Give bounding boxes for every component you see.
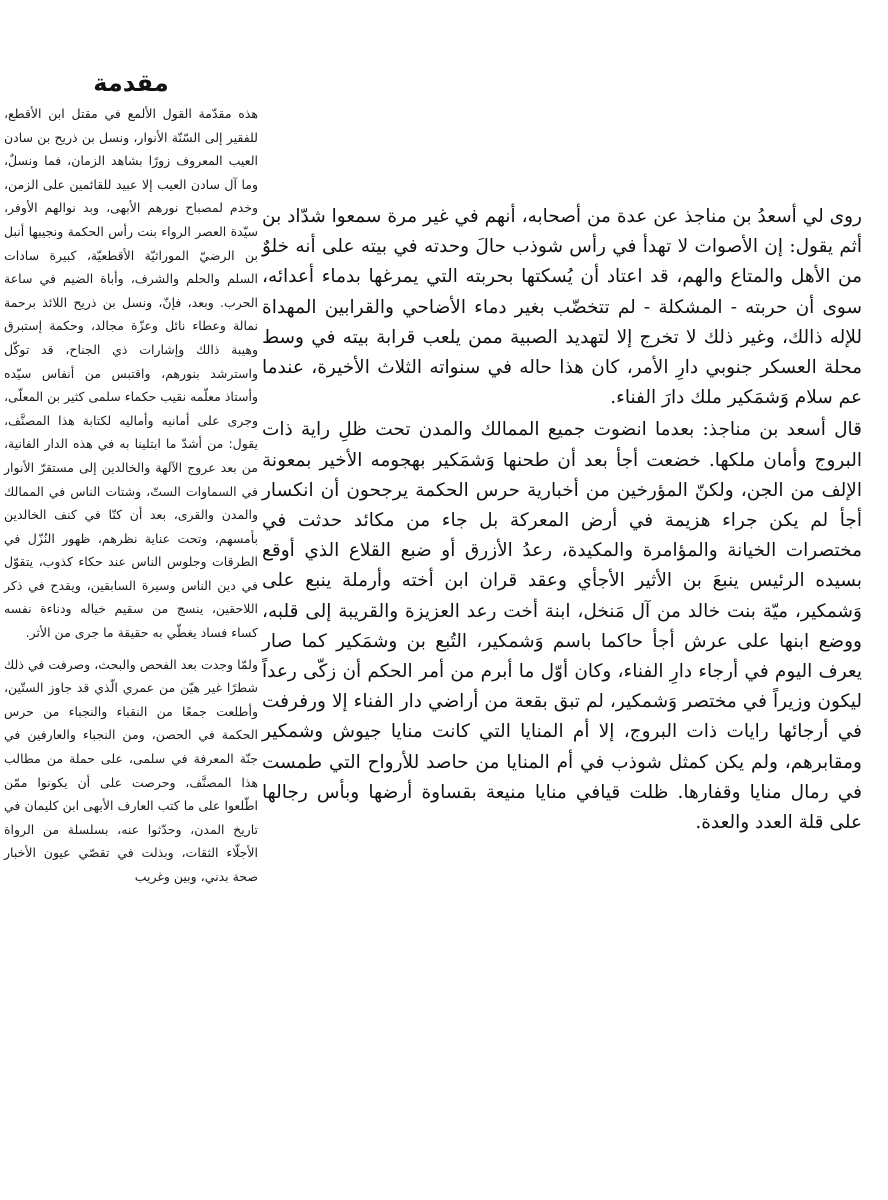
main-text-column	[262, 202, 862, 840]
introduction-sidebar	[4, 68, 258, 897]
introduction-paragraph: هذه مقدّمة القول الألمع في مقتل ابن الأقطع، للفقير إلى السّنّة الأنوار، ونسل بن ذريح بن سادن العيب المعروف زورًا بشاهد الزمان، فما ونسلٌ، وما آل سادن العيب إلا عبيد للقائمين على الزمن، وخدم لمصباح نورهم الأبهى، وبد نوالهم الأوفر، سيّدة العصر الرواء بنت رأس الحكمة ونجيبها أنبل بن الرضيّ الموراثيّة الأقطعيّة، كبيرة سادات السلم والحلم والشرف، وأباة الضيم في ساعة الحرب. وبعد، فإنّ، ونسل بن ذريح اللائذ برحمة نمالة وعطاء نائل وعزّة مجالد، وحكمة إستبرق وهيبة ذالك وإشارات ذي الجناح، قد توكّل واسترشد بنورهم، واقتبس من أنفاس سيّده وأستاذ معلّمه نقيب حكماء سلمى كثير بن المعلّى، وجرى على أمانيه وأماليه لكتابة هذا المصنَّف، يقول: من أشدّ ما ابتلينا به في هذه الدار الفانية، من بعد عروج الآلهة والخالدين إلى مستقرّ الأنوار في السماوات الستّ، وشتات الناس في الممالك والمدن والقرى، بعد أن كنّا في كنف الخالدين بأمسهم، وتحت عناية نظرهم، ظهور النُزّل في الطرقات وجلوس الناس عند حكاء كذوب، يتقوّل في دين الناس وسيرة السابقين، ويقدح في ذكر اللاحقين، ينسج من سقيم خياله ودناءة نفسه كساء فساد يغطّي به حقيقة ما جرى من الأثر.	[4, 106, 258, 641]
introduction-heading: مقدمة	[93, 69, 169, 97]
body-paragraph: روى لي أسعدُ بن مناجذ عن عدة من أصحابه، أنهم في غير مرة سمعوا شدّاد بن أثم يقول: إن الأصوات لا تهدأ في رأس شوذب حالَ وحدته في بيته على أنه خلوٌ من الأهل والمتاع والهم، قد اعتاد أن يُسكتها بحربته التي يمرغها بدماء أعدائه، سوى أن حربته - المشكلة - لم تتخضّب بغير دماء الأضاحي والقرابين المهداة للإله ذالك، وغير ذلك لا تخرج إلا لتهديد الصبية ممن يلعب قرابة بيته في وسط محلة العسكر جنوبي دارِ الأمر، كان هذا حاله في سنواته الثلاث الأخيرة، عندما عم سلام وَشمَكير ملك دارَ الفناء.	[262, 206, 862, 409]
body-paragraph: قال أسعد بن مناجذ: بعدما انضوت جميع الممالك والمدن تحت ظلِ راية ذات البروج وأمان ملكها. خضعت أجأ بعد أن طحنها وَشمَكير بهجومه الأخير بمعونة الإلف من الجن، ولكنّ المؤرخين من أخبارية حرس الحكمة يرجحون أن انكسار أجأ لم يكن جراء هزيمة في أرض المعركة بل جاء من مكائد حدثت في مختصرات الخيانة والمؤامرة والمكيدة، رعدُ الأزرق أو ضبع القلاع الذي أوقع بسيده الرئيس ينبعَ بن الأثير الأجأي وعقد قران ابن أخته وأرملة ينبع على وَشمكير، ميّة بنت خالد من آل مَنخل، ابنة أخت رعد العزيزة والقريبة إلى قلبه، ووضع ابنها على عرش أجأ حاكما باسم وَشمكير، التُبع بن وشمَكير كما صار يعرف اليوم في أرجاء دارِ الفناء، وكان أوّل ما أبرم من أمر الحكم أن زكّى رعداً ليكون وزيراً في مختصر وَشمكير، لم تبق بقعة من أراضي دار الفناء إلا ورفرفت في أرجائها رايات ذات البروج، إلا أم المنايا التي كانت منايا جيوش وشمكير ومقابرهم، ولم يكن كمثل شوذب في أم المنايا من حاصد للأرواح التي طمست في رمال منايا وقفارها. ظلت قيافي منايا منيعة بقساوة أرضها وبأس رجالها على قلة العدد والعدة.	[262, 419, 862, 834]
introduction-paragraph: ولمّا وجدت بعد الفحص والبحث، وصرفت في ذلك شطرًا غير هيّن من عمري الّذي قد جاوز الستّين، وأطلعت جمعًا من النقباء والنجباء من حرس الحكمة في الحصن، ومن النجباء والعارفين في جنّة المعرفة في سلمى، على حملة من مطالب هذا المصنَّف، وحرصت على أن يكونوا ممّن اطّلعوا على ما كتب العارف الأبهى ابن كليمان في تاريخ المدن، وحدّثوا عنه، بسلسلة من الرواة الأجلّاء الثقات، وبذلت في تقصّي عيون الأخبار صحة بدني، وبين وغريب	[4, 656, 258, 884]
